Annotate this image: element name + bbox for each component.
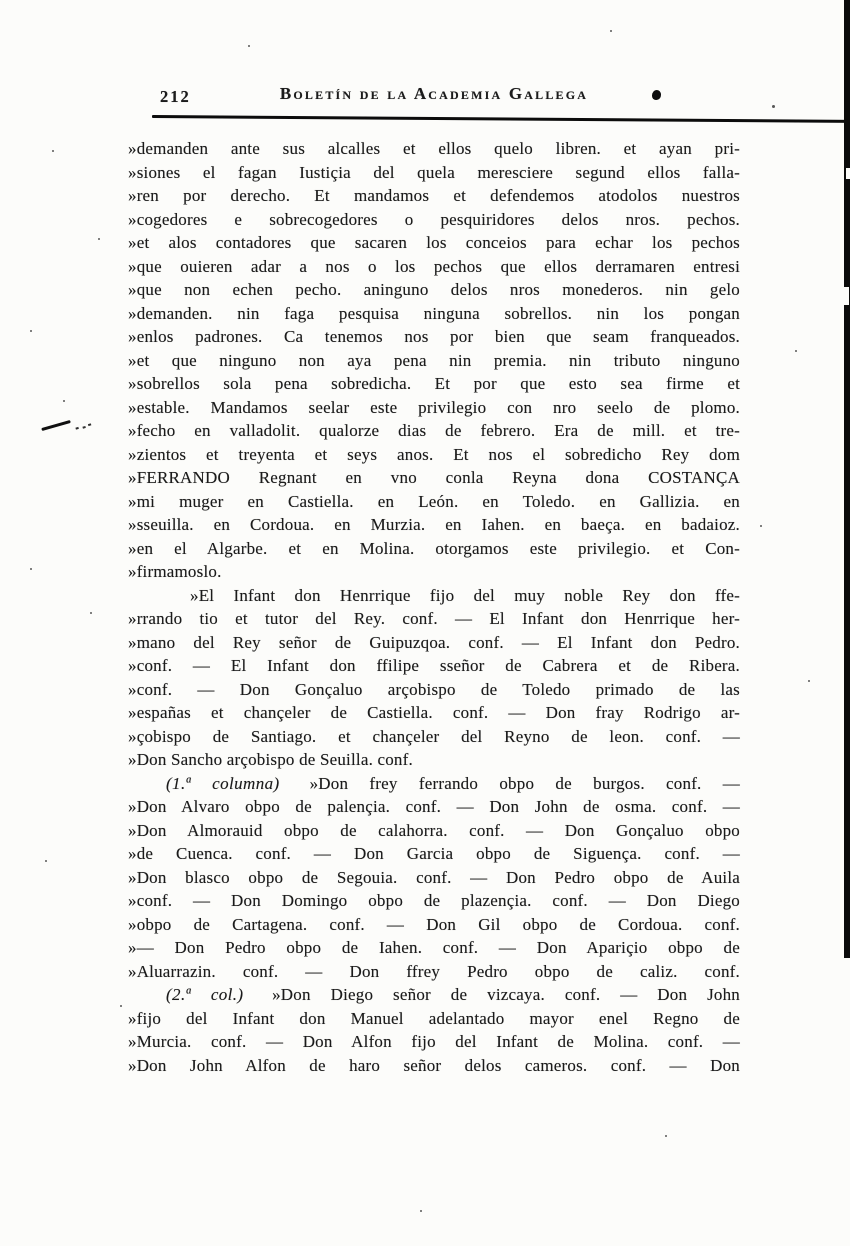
ink-speck	[772, 105, 775, 108]
ink-speck	[795, 350, 797, 352]
header-rule	[152, 115, 850, 123]
text-line: »siones el fagan Iustiçia del quela meresciere segund ellos falla-	[128, 162, 740, 182]
text-line: »Murcia. conf. — Don Alfon fijo del Infant de Molina. conf. —	[128, 1032, 740, 1051]
text-line: »Don blasco obpo de Segouia. conf. — Don Pedro obpo de Auila	[128, 867, 740, 887]
text-line: »sobrellos sola pena sobredicha. Et por que esto sea firme et	[128, 374, 740, 393]
text-line: »obpo de Cartagena. conf. — Don Gil obpo de Cordoua. conf.	[128, 914, 740, 934]
ink-speck	[808, 680, 810, 682]
page-header	[128, 84, 740, 110]
text-line: »fecho en valladolit. qualorze dias de febrero. Era de mill. et tre-	[128, 421, 740, 440]
text-line: (2.ª col.) »Don Diego señor de vizcaya. conf. — Don John	[166, 985, 741, 1004]
ink-speck	[52, 150, 54, 152]
text-line: »firmamoslo.	[128, 562, 222, 581]
paragraph	[128, 584, 740, 772]
ink-speck	[248, 45, 250, 47]
text-line: »ren por derecho. Et mandamos et defendemos atodolos nuestros	[128, 186, 740, 205]
column-note: (2.ª col.)	[166, 985, 244, 1004]
ink-speck	[90, 612, 92, 614]
text-line: »FERRANDO Regnant en vno conla Reyna dona COSTANÇA	[128, 468, 740, 487]
text-line: »cogedores e sobrecogedores o pesquiridores delos nros. pechos.	[128, 209, 740, 229]
text-line: »demanden ante sus alcalles et ellos quelo libren. et ayan pri-	[128, 139, 740, 158]
text-line: »españas et chançeler de Castiella. conf. — Don fray Rodrigo ar-	[128, 703, 740, 722]
text-line: »El Infant don Henrrique fijo del muy noble Rey don ffe-	[190, 585, 740, 605]
ink-speck	[420, 1210, 422, 1212]
text-line: »de Cuenca. conf. — Don Garcia obpo de Siguença. conf. —	[128, 844, 740, 863]
text-line: »enlos padrones. Ca tenemos nos por bien que seam franqueados.	[128, 327, 740, 346]
text-line: »mano del Rey señor de Guipuzqoa. conf. — El Infant don Pedro.	[128, 632, 740, 652]
text-line: »— Don Pedro obpo de Iahen. conf. — Don Apariçio obpo de	[128, 938, 740, 957]
pen-mark	[41, 420, 71, 431]
paragraph	[128, 772, 740, 984]
text-line: »demanden. nin faga pesquisa ninguna sobrellos. nin los pongan	[128, 303, 740, 323]
column-note: (1.ª columna)	[166, 773, 280, 793]
text-line: »zientos et treyenta et seys anos. Et nos el sobredicho Rey dom	[128, 444, 740, 464]
ink-speck	[98, 238, 100, 240]
ink-speck	[45, 860, 47, 862]
ink-speck	[63, 400, 65, 402]
ink-speck	[760, 525, 762, 527]
ink-speck	[30, 568, 32, 570]
text-line: »çobispo de Santiago. et chançeler del Reyno de leon. conf. —	[128, 726, 740, 746]
scan-edge-shadow	[844, 0, 850, 958]
text-line: »conf. — Don Domingo obpo de plazençia. conf. — Don Diego	[128, 891, 740, 910]
text-line: »rrando tio et tutor del Rey. conf. — El Infant don Henrrique her-	[128, 609, 740, 628]
text-line: »Aluarrazin. conf. — Don ffrey Pedro obpo de caliz. conf.	[128, 961, 740, 981]
ink-speck	[665, 1135, 667, 1137]
page-number: 212	[160, 87, 191, 106]
body-text	[128, 137, 740, 1077]
ink-speck	[30, 330, 32, 332]
text-line: »que ouieren adar a nos o los pechos que ellos derramaren entresi	[128, 256, 740, 276]
text-line: »Don Almorauid obpo de calahorra. conf. — Don Gonçaluo obpo	[128, 820, 740, 840]
journal-title: Boletín de la Academia Gallega	[279, 84, 589, 103]
text-line: »fijo del Infant don Manuel adelantado mayor enel Regno de	[128, 1008, 740, 1028]
scan-edge-notch	[844, 287, 849, 305]
scan-edge-notch	[846, 168, 850, 179]
ink-speck	[610, 30, 612, 32]
text-line: »que non echen pecho. aninguno delos nros monederos. nin gelo	[128, 280, 740, 299]
text-line: (1.ª columna) »Don frey ferrando obpo de burgos. conf. —	[166, 773, 740, 793]
text-line: »estable. Mandamos seelar este privilegio con nro seelo de plomo.	[128, 397, 740, 417]
text-line: »conf. — Don Gonçaluo arçobispo de Toledo primado de las	[128, 679, 740, 699]
text-line: »Don John Alfon de haro señor delos cameros. conf. — Don	[128, 1055, 740, 1075]
text-line: »Don Sancho arçobispo de Seuilla. conf.	[128, 750, 413, 769]
text-line: »sseuilla. en Cordoua. en Murzia. en Iahen. en baeça. en badaioz.	[128, 515, 740, 534]
paragraph	[128, 137, 740, 584]
ink-speck	[120, 1005, 122, 1007]
text-line: »mi muger en Castiella. en León. en Toledo. en Gallizia. en	[128, 491, 740, 511]
paragraph	[128, 983, 740, 1077]
text-line: »Don Alvaro obpo de palençia. conf. — Don John de osma. conf. —	[128, 797, 740, 816]
text-line: »et alos contadores que sacaren los conceios para echar los pechos	[128, 233, 740, 252]
text-line: »en el Algarbe. et en Molina. otorgamos este privilegio. et Con-	[128, 538, 740, 558]
text-line: »conf. — El Infant don ffilipe sseñor de Cabrera et de Ribera.	[128, 656, 740, 675]
ink-blob	[652, 90, 661, 100]
text-line: »et que ninguno non aya pena nin premia. nin tributo ninguno	[128, 350, 740, 370]
